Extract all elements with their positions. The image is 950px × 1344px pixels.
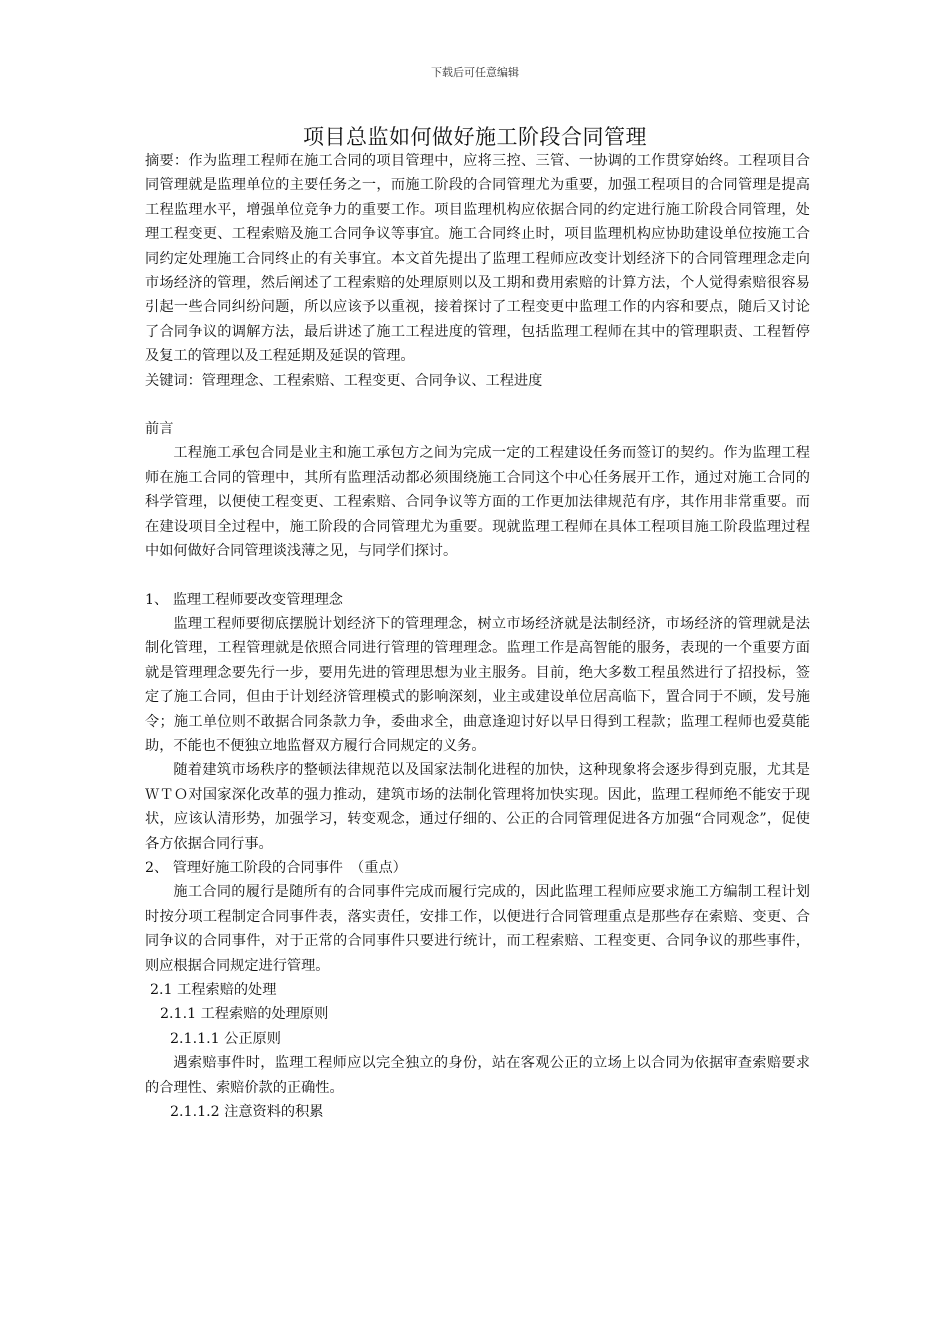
heading-2-1: 2.1 工程索赔的处理: [150, 982, 277, 998]
heading-2-1-1-2: 2.1.1.2 注意资料的积累: [170, 1104, 324, 1121]
preface-heading: 前言: [145, 421, 174, 438]
section1-heading: 1、 监理工程师要改变管理理念: [145, 591, 343, 608]
paragraph-2-1-1-1: 遇索赔事件时，监理工程师应以完全独立的身份，站在客观公正的立场上以合同为依据审查索赔要求的合理性、索赔价款的正确性。: [145, 1055, 810, 1096]
abstract-paragraph: 摘要：作为监理工程师在施工合同的项目管理中，应将三控、三管、一协调的工作贯穿始终。工程项目合同管理就是监理单位的主要任务之一，而施工阶段的合同管理尤为重要，加强工程项目的合同管理是提高工程监理水平，增强单位竞争力的重要工作。项目监理机构应依据合同的约定进行施工阶段合同管理，处理工程变更、工程索赔及施工合同争议等事宜。施工合同终止时，项目监理机构应协助建设单位按施工合同约定处理施工合同终止的有关事宜。本文首先提出了监理工程师应改变计划经济下的合同管理理念走向市场经济的管理，然后阐述了工程索赔的处理原则以及工期和费用索赔的计算方法，个人觉得索赔很容易引起一些合同纠纷问题，所以应该予以重视，接着探讨了工程变更中监理工作的内容和要点，随后又讨论了合同争议的调解方法，最后讲述了施工工程进度的管理，包括监理工程师在其中的管理职责、工程暂停及复工的管理以及工程延期及延误的管理。: [145, 153, 810, 365]
section2-heading: 2、 管理好施工阶段的合同事件 （重点）: [145, 859, 407, 876]
spacer: [145, 564, 810, 588]
heading-2-1-1-1: 2.1.1.1 公正原则: [170, 1030, 281, 1047]
heading-2-1-1: 2.1.1 工程索赔的处理原则: [160, 1006, 329, 1023]
spacer: [145, 393, 810, 417]
document-body: [145, 149, 810, 1124]
section2-paragraph-1: 施工合同的履行是随所有的合同事件完成而履行完成的，因此监理工程师应要求施工方编制工程计划时按分项工程制定合同事件表，落实责任，安排工作，以便进行合同管理重点是那些存在索赔、变更、合同争议的合同事件，对于正常的合同事件只要进行统计，而工程索赔、工程变更、合同争议的那些事件，则应根据合同规定进行管理。: [145, 884, 810, 974]
preface-paragraph: 工程施工承包合同是业主和施工承包方之间为完成一定的工程建设任务而签订的契约。作为监理工程师在施工合同的管理中，其所有监理活动都必须围绕施工合同这个中心任务展开工作，通过对施工合同的科学管理，以便使工程变更、工程索赔、合同争议等方面的工作更加法律规范有序，其作用非常重要。而在建设项目全过程中，施工阶段的合同管理尤为重要。现就监理工程师在具体工程项目施工阶段监理过程中如何做好合同管理谈浅薄之见，与同学们探讨。: [145, 445, 810, 560]
document-title: 项目总监如何做好施工阶段合同管理: [303, 125, 647, 149]
section1-paragraph-1: 监理工程师要彻底摆脱计划经济下的管理理念，树立市场经济就是法制经济，市场经济的管理就是法制化管理，工程管理就是依照合同进行管理的管理理念。监理工作是高智能的服务，表现的一个重要方面就是管理理念要先行一步，要用先进的管理思想为业主服务。目前，绝大多数工程虽然进行了招投标，签定了施工合同，但由于计划经济管理模式的影响深刻，业主或建设单位居高临下，置合同于不顾，发号施令；施工单位则不敢据合同条款力争，委曲求全，曲意逢迎讨好以早日得到工程款；监理工程师也爱莫能助，不能也不便独立地监督双方履行合同规定的义务。: [145, 615, 810, 754]
section1-paragraph-2: 随着建筑市场秩序的整顿法律规范以及国家法制化进程的加快，这种现象将会逐步得到克服，尤其是ＷＴＯ对国家深化改革的强力推动，建筑市场的法制化管理将加快实现。因此，监理工程师绝不能安于现状，应该认清形势，加强学习，转变观念，通过仔细的、公正的合同管理促进各方加强“合同观念”，促使各方依据合同行事。: [145, 762, 810, 852]
page-header: 下载后可任意编辑: [431, 66, 519, 79]
keywords-line: 关键词：管理理念、工程索赔、工程变更、合同争议、工程进度: [145, 372, 543, 389]
